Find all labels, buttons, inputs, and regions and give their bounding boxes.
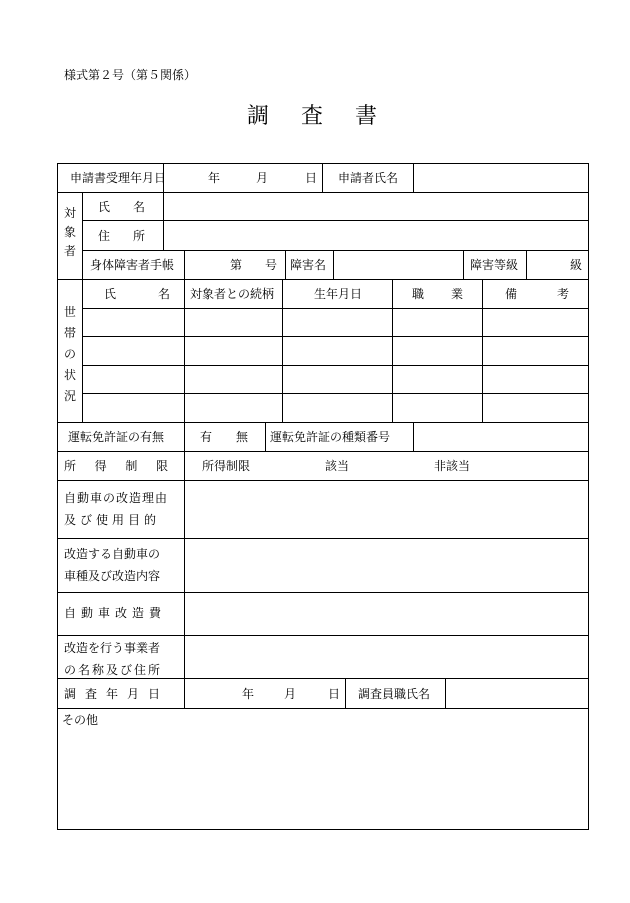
applicant-name-field[interactable] — [415, 165, 587, 191]
title-char-2: 査 — [301, 104, 324, 129]
license-status-label: 運転免許証の有無 — [68, 430, 165, 444]
other-label: その他 — [62, 713, 99, 727]
survey-day-unit: 日 — [328, 687, 341, 701]
household-char-5: 況 — [63, 389, 76, 403]
form-code: 様式第２号（第５関係） — [64, 68, 197, 82]
hh-name-char-2: 名 — [158, 287, 171, 301]
business-line-2: の名称及び住所 — [64, 663, 163, 677]
applicant-name-label: 申請者氏名 — [338, 171, 399, 185]
survey-year-unit: 年 — [242, 687, 255, 701]
vehicle-line-1: 改造する自動車の — [64, 547, 161, 561]
disability-grade-label: 障害等級 — [470, 258, 519, 272]
title-char-1: 調 — [247, 104, 270, 129]
license-type-number-field[interactable] — [415, 424, 587, 450]
address-label-char-1: 住 — [98, 229, 111, 243]
hh-remarks-char-1: 備 — [505, 287, 518, 301]
surveyor-field[interactable] — [447, 680, 587, 707]
hh-name-char-1: 氏 — [104, 287, 117, 301]
disability-handbook-label: 身体障害者手帳 — [90, 258, 175, 272]
income-char-1: 所 — [64, 459, 77, 473]
handbook-dai: 第 — [230, 258, 243, 272]
household-char-2: 帯 — [63, 326, 76, 340]
survey-date-label: 調査年月日 — [64, 687, 170, 701]
modification-reason-field[interactable] — [186, 482, 587, 537]
vehicle-line-2: 車種及び改造内容 — [64, 569, 161, 583]
receipt-year-unit: 年 — [208, 171, 221, 185]
license-yes[interactable]: 有 — [200, 430, 213, 444]
target-name-field[interactable] — [165, 194, 587, 219]
business-label — [64, 637, 162, 681]
name-label-char-1: 氏 — [98, 200, 111, 214]
target-char-2: 象 — [63, 225, 76, 240]
household-char-4: 状 — [63, 368, 76, 382]
vehicle-type-label — [64, 543, 160, 587]
household-char-3: の — [63, 347, 76, 361]
surveyor-label: 調査員職氏名 — [358, 687, 431, 701]
hh-birth-header: 生年月日 — [314, 287, 363, 301]
receipt-day-unit: 日 — [305, 171, 318, 185]
hh-remarks-char-2: 考 — [557, 287, 570, 301]
income-limit-sub-label: 所得制限 — [202, 459, 251, 473]
income-applicable[interactable]: 該当 — [325, 459, 350, 473]
handbook-gou: 号 — [265, 258, 278, 272]
target-person-label — [63, 204, 77, 262]
household-char-1: 世 — [63, 305, 76, 319]
target-char-3: 者 — [63, 244, 76, 259]
receipt-date-label: 申請書受理年月日 — [70, 171, 167, 185]
income-char-3: 制 — [125, 459, 138, 473]
hh-job-char-2: 業 — [451, 287, 464, 301]
hh-relation-header: 対象者との続柄 — [190, 287, 275, 301]
name-label-char-2: 名 — [133, 200, 146, 214]
modification-cost-field[interactable] — [186, 594, 587, 634]
hh-job-char-1: 職 — [412, 287, 425, 301]
reason-line-2: 及び使用目的 — [64, 513, 161, 527]
receipt-month-unit: 月 — [256, 171, 269, 185]
income-limit-label — [64, 460, 168, 472]
modification-reason-label — [64, 487, 168, 531]
business-field[interactable] — [186, 637, 587, 677]
survey-month-unit: 月 — [284, 687, 297, 701]
other-field[interactable] — [59, 730, 587, 828]
license-no[interactable]: 無 — [236, 430, 249, 444]
address-label-char-2: 所 — [133, 229, 146, 243]
target-address-field[interactable] — [165, 222, 587, 249]
income-char-4: 限 — [155, 459, 168, 473]
vehicle-type-field[interactable] — [186, 540, 587, 591]
reason-line-1: 自動車の改造理由 — [64, 491, 169, 505]
income-not-applicable[interactable]: 非該当 — [434, 459, 471, 473]
grade-kyuu: 級 — [570, 258, 583, 272]
license-type-number-label: 運転免許証の種類番号 — [270, 430, 391, 444]
income-char-2: 得 — [94, 459, 107, 473]
disability-name-label: 障害名 — [290, 258, 327, 272]
target-char-1: 対 — [63, 206, 76, 220]
modification-cost-label: 自動車改造費 — [64, 606, 167, 620]
business-line-1: 改造を行う事業者 — [64, 641, 161, 655]
household-label — [63, 302, 77, 407]
title-char-3: 書 — [355, 104, 378, 129]
